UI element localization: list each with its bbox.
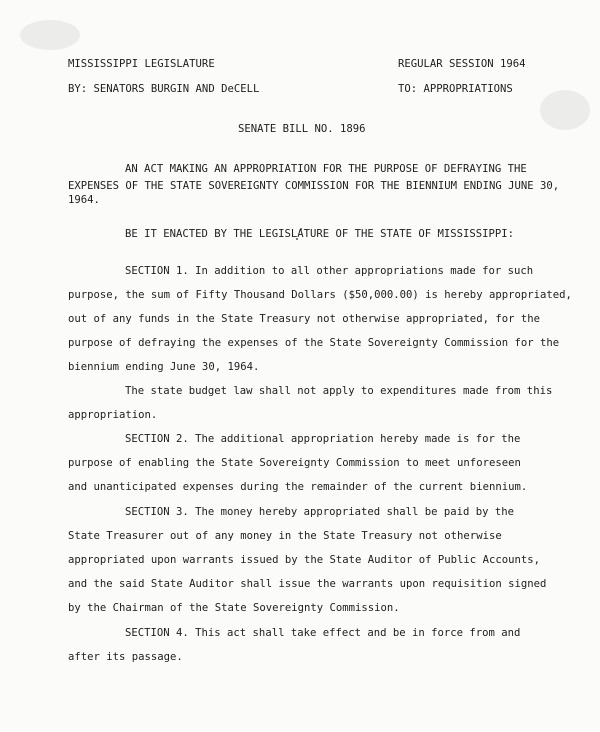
section1-line: biennium ending June 30, 1964. [68, 361, 260, 373]
enacting-clause: BE IT ENACTED BY THE LEGISLATURE OF THE STATE OF MISSISSIPPI: [125, 228, 515, 240]
paper-smudge [20, 20, 80, 50]
budget-para-line: The state budget law shall not apply to expenditures made from this [125, 385, 553, 397]
section1-line: SECTION 1. In addition to all other appropriations made for such [125, 265, 534, 277]
act-title-line: 1964. [68, 194, 100, 206]
paper-smudge [540, 90, 590, 130]
legislature-label: MISSISSIPPI LEGISLATURE [68, 58, 215, 70]
section1-line: purpose of defraying the expenses of the State Sovereignty Commission for the [68, 337, 560, 349]
section2-line: SECTION 2. The additional appropriation hereby made is for the [125, 433, 521, 445]
sponsors-label: BY: SENATORS BURGIN AND DeCELL [68, 83, 260, 95]
section4-line: after its passage. [68, 651, 183, 663]
section1-line: purpose, the sum of Fifty Thousand Dollars ($50,000.00) is hereby appropriated, [68, 289, 572, 301]
section2-line: and unanticipated expenses during the remainder of the current biennium. [68, 481, 528, 493]
session-label: REGULAR SESSION 1964 [398, 58, 526, 70]
section3-line: appropriated upon warrants issued by the State Auditor of Public Accounts, [68, 554, 540, 566]
budget-para-line: appropriation. [68, 409, 158, 421]
section4-line: SECTION 4. This act shall take effect and be in force from and [125, 627, 521, 639]
act-title-line: EXPENSES OF THE STATE SOVEREIGNTY COMMISSION FOR THE BIENNIUM ENDING JUNE 30, [68, 180, 560, 192]
section3-line: State Treasurer out of any money in the State Treasury not otherwise [68, 530, 502, 542]
section3-line: SECTION 3. The money hereby appropriated shall be paid by the [125, 506, 515, 518]
section1-line: out of any funds in the State Treasury not otherwise appropriated, for the [68, 313, 540, 325]
bill-title: SENATE BILL NO. 1896 [238, 123, 366, 135]
committee-label: TO: APPROPRIATIONS [398, 83, 513, 95]
section3-line: and the said State Auditor shall issue the warrants upon requisition signed [68, 578, 547, 590]
section3-line: by the Chairman of the State Sovereignty Commission. [68, 602, 400, 614]
act-title-line: AN ACT MAKING AN APPROPRIATION FOR THE PURPOSE OF DEFRAYING THE [125, 163, 527, 175]
section2-line: purpose of enabling the State Sovereignty Commission to meet unforeseen [68, 457, 521, 469]
